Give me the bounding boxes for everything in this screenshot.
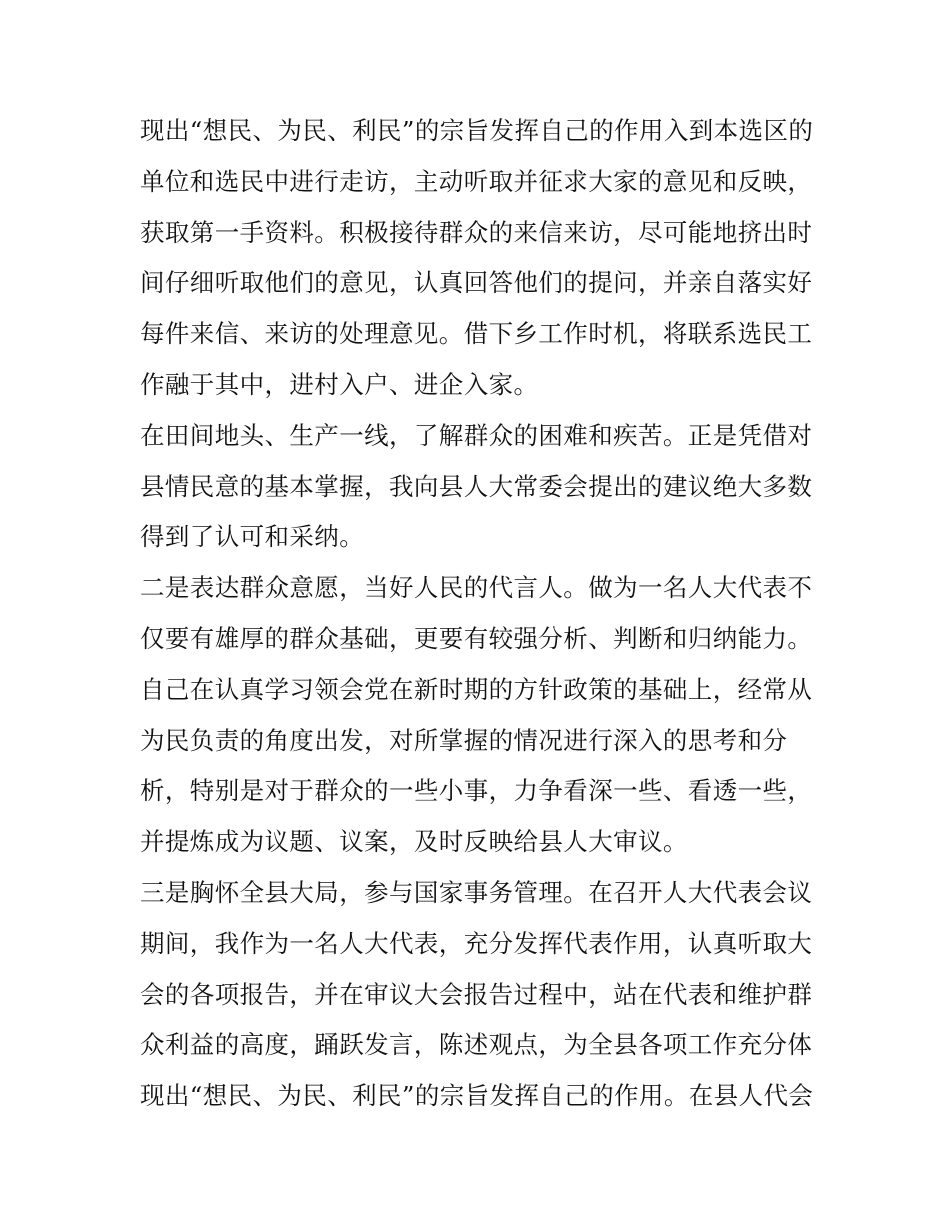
text-line: 会的各项报告，并在审议大会报告过程中，站在代表和维护群 bbox=[140, 979, 813, 1009]
text-line: 得到了认可和采纳。 bbox=[140, 522, 365, 552]
text-line: 单位和选民中进行走访，主动听取并征求大家的意见和反映， bbox=[140, 166, 813, 196]
text-line: 现出“想民、为民、利民”的宗旨发挥自己的作用入到本选区的 bbox=[140, 116, 814, 145]
text-line: 三是胸怀全县大局，参与国家事务管理。在召开人大代表会议 bbox=[140, 877, 813, 907]
text-line: 析，特别是对于群众的一些小事，力争看深一些、看透一些， bbox=[140, 776, 813, 806]
text-line: 现出“想民、为民、利民”的宗旨发挥自己的作用。在县人代会 bbox=[140, 1081, 814, 1111]
text-line: 获取第一手资料。积极接待群众的来信来访，尽可能地挤出时 bbox=[140, 217, 813, 247]
body-text bbox=[140, 106, 820, 1122]
text-line: 并提炼成为议题、议案，及时反映给县人大审议。 bbox=[140, 827, 688, 857]
text-line: 间仔细听取他们的意见，认真回答他们的提问，并亲自落实好 bbox=[140, 268, 813, 298]
text-line: 在田间地头、生产一线，了解群众的困难和疾苦。正是凭借对 bbox=[140, 420, 813, 450]
text-line: 期间，我作为一名人大代表，充分发挥代表作用，认真听取大 bbox=[140, 928, 813, 958]
text-line: 仅要有雄厚的群众基础，更要有较强分析、判断和归纳能力。 bbox=[140, 623, 813, 653]
text-line: 二是表达群众意愿，当好人民的代言人。做为一名人大代表不 bbox=[140, 573, 813, 603]
text-line: 县情民意的基本掌握，我向县人大常委会提出的建议绝大多数 bbox=[140, 471, 813, 501]
text-line: 每件来信、来访的处理意见。借下乡工作时机，将联系选民工 bbox=[140, 319, 813, 349]
text-line: 为民负责的角度出发，对所掌握的情况进行深入的思考和分 bbox=[140, 725, 788, 755]
text-line: 众利益的高度，踊跃发言，陈述观点，为全县各项工作充分体 bbox=[140, 1030, 813, 1060]
text-line: 自己在认真学习领会党在新时期的方针政策的基础上，经常从 bbox=[140, 674, 813, 704]
text-line: 作融于其中，进村入户、进企入家。 bbox=[140, 369, 539, 399]
